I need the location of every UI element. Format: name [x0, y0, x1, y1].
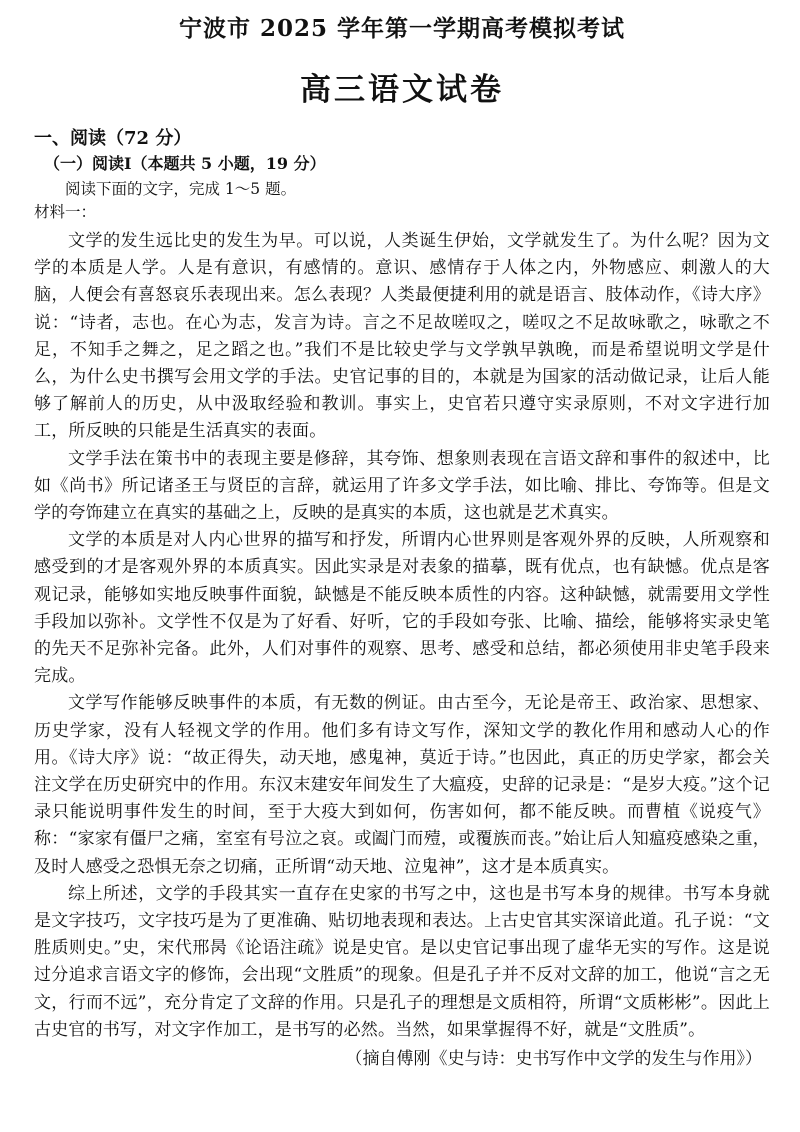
passage-paragraph-5: 综上所述，文学的手段其实一直存在史家的书写之中，这也是书写本身的规律。书写本身就是文字技巧，文字技巧是为了更准确、贴切地表现和表达。上古史官其实深谙此道。孔子说：“文胜质则史。”史，宋代邢昺《论语注疏》说是史官。是以史官记事出现了虚华无实的写作。这是说过分追求言语文字的修饰，会出现“文胜质”的现象。但是孔子并不反对文辞的加工，他说“言之无文，行而不远”，充分肯定了文辞的作用。只是孔子的理想是文质相符，所谓“文质彬彬”。因此上古史官的书写，对文字作加工，是书写的必然。当然，如果掌握得不好，就是“文胜质”。: [34, 883, 770, 1040]
passage-paragraph-2: 文学手法在策书中的表现主要是修辞，其夸饰、想象则表现在言语文辞和事件的叙述中，比如《尚书》所记诸圣王与贤臣的言辞，就运用了许多文学手法，如比喻、排比、夸饰等。但是文学的夸饰建立在真实的基础之上，反映的是真实的本质，这也就是艺术真实。: [34, 448, 770, 524]
exam-title: 宁波市 2025 学年第一学期高考模拟考试: [178, 15, 626, 42]
passage-source: （摘自傅刚《史与诗：史书写作中文学的发生与作用》）: [345, 1049, 762, 1070]
passage-paragraph-4: 文学写作能够反映事件的本质，有无数的例证。由古至今，无论是帝王、政治家、思想家、历史学家，没有人轻视文学的作用。他们多有诗文写作，深知文学的教化作用和感动人心的作用。《诗大序》说：“故正得失，动天地，感鬼神，莫近于诗。”也因此，真正的历史学家，都会关注文学在历史研究中的作用。东汉末建安年间发生了大瘟疫，史辞的记录是：“是岁大疫。”这个记录只能说明事件发生的时间，至于大疫大到如何，伤害如何，都不能反映。而曹植《说疫气》称：“家家有僵尸之痛，室室有号泣之哀。或阖门而殪，或覆族而丧。”始让后人知瘟疫感染之重，及时人感受之恐惧无奈之切痛，正所谓“动天地、泣鬼神”，这才是本质真实。: [34, 693, 770, 877]
material-label: 材料一：: [34, 203, 97, 221]
passage-paragraph-3: 文学的本质是对人内心世界的描写和抒发，所谓内心世界则是客观外界的反映，人所观察和感受到的才是客观外界的本质真实。因此实录是对表象的描摹，既有优点，也有缺憾。优点是客观记录，能够如实地反映事件面貌，缺憾是不能反映本质性的内容。这种缺憾，就需要用文学性手段加以弥补。文学性不仅是为了好看、好听，它的手段如夸张、比喻、描绘，能够将实录史笔的先天不足弥补完备。此外，人们对事件的观察、思考、感受和总结，都必须使用非史笔手段来完成。: [34, 530, 770, 687]
reading-passage: [34, 228, 770, 1044]
paper-title: 高三语文试卷: [300, 72, 504, 108]
section-heading: 一、阅读（72 分）: [34, 128, 192, 149]
subsection-heading: （一）阅读Ⅰ（本题共 5 小题，19 分）: [44, 154, 326, 173]
instruction-text: 阅读下面的文字，完成 1～5 题。: [65, 180, 297, 198]
passage-paragraph-1: 文学的发生远比史的发生为早。可以说，人类诞生伊始，文学就发生了。为什么呢？因为文学的本质是人学。人是有意识，有感情的。意识、感情存于人体之内，外物感应、刺激人的大脑，人便会有喜怒哀乐表现出来。怎么表现？人类最便捷利用的就是语言、肢体动作，《诗大序》说：“诗者，志也。在心为志，发言为诗。言之不足故嗟叹之，嗟叹之不足故咏歌之，咏歌之不足，不知手之舞之，足之蹈之也。”我们不是比较史学与文学孰早孰晚，而是希望说明文学是什么，为什么史书撰写会用文学的手法。史官记事的目的，本就是为国家的活动做记录，让后人能够了解前人的历史，从中汲取经验和教训。事实上，史官若只遵守实录原则，不对文字进行加工，所反映的只能是生活真实的表面。: [34, 231, 770, 442]
